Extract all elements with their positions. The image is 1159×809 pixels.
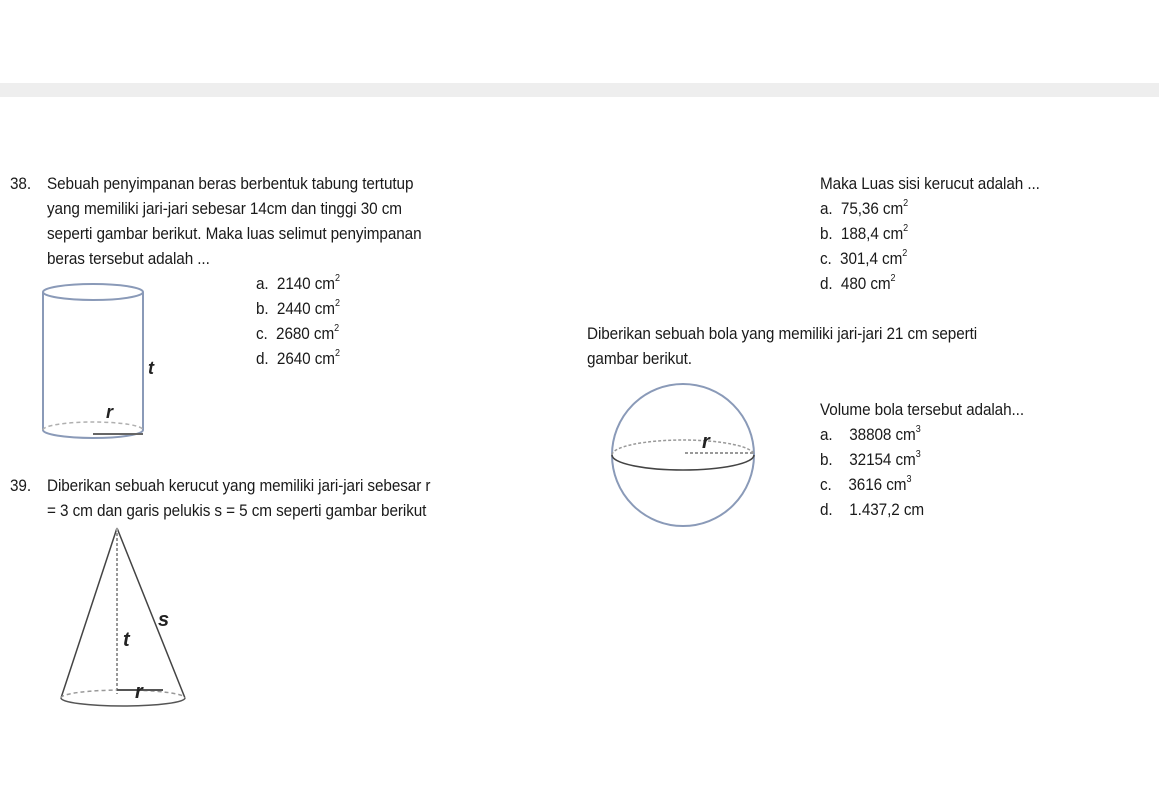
option-exponent: 2	[334, 348, 340, 360]
option-value: 188,4 cm	[840, 224, 904, 243]
q39-question: Maka Luas sisi kerucut adalah ...	[820, 174, 1040, 193]
q39-option-c[interactable]	[820, 249, 907, 269]
q40-question: Volume bola tersebut adalah...	[820, 400, 1025, 419]
option-value: 75,36 cm	[840, 199, 904, 218]
cone-base-back	[61, 690, 185, 698]
option-exponent: 3	[915, 424, 921, 436]
sphere-label-r: r	[702, 431, 710, 453]
q38-line-2: yang memiliki jari-jari sebesar 14cm dan tinggi 30 cm	[47, 199, 402, 218]
option-exponent: 2	[902, 248, 908, 260]
option-letter: c.	[820, 475, 832, 494]
option-value: 301,4 cm	[840, 249, 903, 268]
option-exponent: 3	[906, 474, 912, 486]
sphere-outline	[612, 384, 754, 526]
q39-line-2: = 3 cm dan garis pelukis s = 5 cm seperti gambar berikut	[47, 501, 427, 520]
q39-option-d[interactable]	[820, 274, 895, 294]
option-exponent: 2	[903, 223, 909, 235]
option-letter: a.	[256, 274, 269, 293]
q39-option-b[interactable]	[820, 224, 908, 244]
cylinder-label-r: r	[106, 402, 114, 422]
option-exponent: 3	[915, 449, 921, 461]
option-value: 2140 cm	[276, 274, 335, 293]
option-value: 2440 cm	[276, 299, 335, 318]
q38-number: 38.	[10, 174, 32, 193]
q40-option-a[interactable]	[820, 425, 921, 445]
option-value: 2680 cm	[276, 324, 335, 343]
option-letter: c.	[256, 324, 268, 343]
option-letter: d.	[820, 274, 833, 293]
cylinder-top-ellipse	[43, 284, 143, 300]
option-letter: d.	[820, 500, 833, 519]
cone-figure	[55, 524, 195, 714]
q39-option-a[interactable]	[820, 199, 908, 219]
cone-label-s: s	[158, 609, 170, 631]
q40-option-d[interactable]	[820, 500, 924, 520]
q38-option-d[interactable]	[256, 349, 340, 369]
option-exponent: 2	[903, 198, 909, 210]
option-letter: a.	[820, 199, 833, 218]
cylinder-label-t: t	[148, 358, 154, 378]
q39-number: 39.	[10, 476, 32, 495]
option-letter: b.	[256, 299, 269, 318]
option-value: 32154 cm	[849, 450, 916, 469]
q40-option-b[interactable]	[820, 450, 921, 470]
sphere-figure	[610, 382, 760, 532]
cylinder-figure	[36, 280, 156, 450]
q38-line-1: Sebuah penyimpanan beras berbentuk tabung tertutup	[47, 174, 414, 193]
q38-option-c[interactable]	[256, 324, 339, 344]
option-exponent: 2	[334, 323, 340, 335]
option-exponent: 2	[890, 273, 896, 285]
q40-option-c[interactable]	[820, 475, 911, 495]
q38-option-b[interactable]	[256, 299, 340, 319]
cone-label-r: r	[135, 681, 143, 703]
header-band	[0, 83, 1159, 97]
option-letter: c.	[820, 249, 832, 268]
option-letter: b.	[820, 450, 833, 469]
sphere-equator-front	[612, 455, 754, 470]
q38-option-a[interactable]	[256, 274, 340, 294]
option-letter: a.	[820, 425, 833, 444]
option-letter: b.	[820, 224, 833, 243]
option-value: 1.437,2 cm	[849, 500, 925, 519]
option-exponent: 2	[334, 298, 340, 310]
cylinder-bottom-back	[43, 422, 143, 430]
option-value: 480 cm	[840, 274, 891, 293]
option-value: 3616 cm	[848, 475, 907, 494]
q38-line-4: beras tersebut adalah ...	[47, 249, 210, 268]
q39-line-1: Diberikan sebuah kerucut yang memiliki jari-jari sebesar r	[47, 476, 431, 495]
cone-label-t: t	[123, 629, 130, 651]
option-exponent: 2	[334, 273, 340, 285]
q40-line-2: gambar berikut.	[587, 349, 692, 368]
cone-right-slant	[117, 528, 185, 698]
q40-line-1: Diberikan sebuah bola yang memiliki jari-jari 21 cm seperti	[587, 324, 978, 343]
option-value: 38808 cm	[849, 425, 916, 444]
option-value: 2640 cm	[276, 349, 335, 368]
q38-line-3: seperti gambar berikut. Maka luas selimut penyimpanan	[47, 224, 422, 243]
option-letter: d.	[256, 349, 269, 368]
cone-left-slant	[61, 528, 117, 698]
cone-base-front	[61, 698, 185, 706]
